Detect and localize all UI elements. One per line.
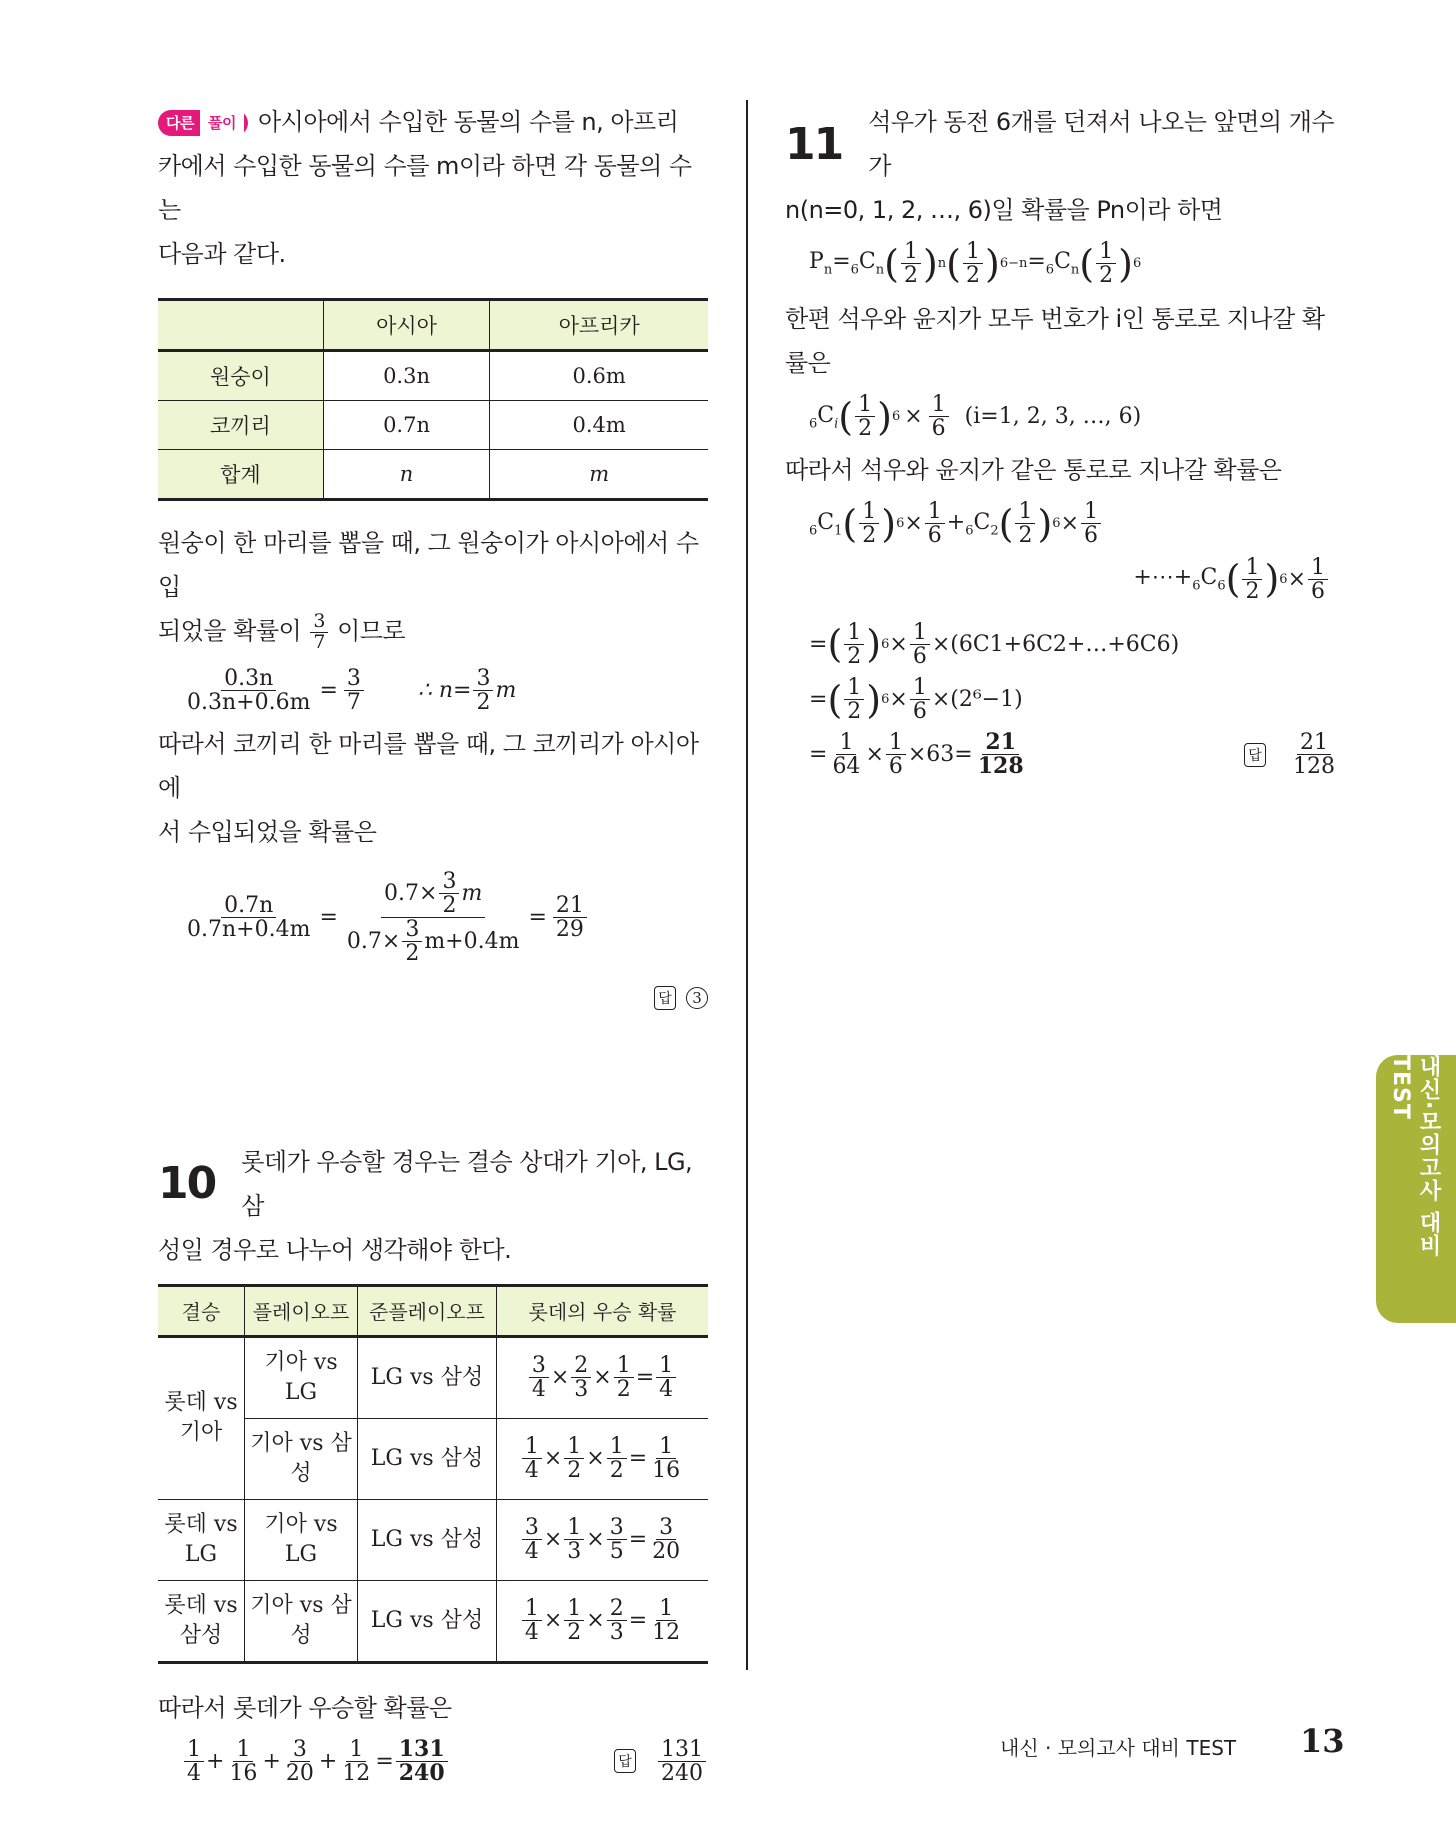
right-column [785,100,1340,786]
table1-header-empty [158,300,323,351]
intro-paragraph: 다른 풀이 아시아에서 수입한 동물의 수를 n, 아프리 카에서 수입한 동물의 수를 m이라 하면 각 동물의 수는 다음과 같다. [158,100,708,276]
cell-jpo: LG vs 삼성 [358,1336,497,1418]
q10-sum-equation: $\frac{1}{4}$ + $\frac{1}{16}$ + $\frac{3}{20}$ + $\frac{1}{12}$ = $\frac{131}{240}$ 답 $\frac{131}{240}$ [182,1738,708,1785]
cell-final: 롯데 vs LG [158,1499,245,1580]
pn-formula: $P_n=_6C_n$ ( $\frac{1}{2}$ ) n ( $\frac{1}{2}$ ) 6−n $=_6C_n$ ( $\frac{1}{2}$ ) 6 [809,239,1142,289]
answer-circled-number: 3 [686,987,708,1009]
table-row [158,401,708,450]
cell-po: 기아 vs 삼성 [245,1580,358,1662]
cell-final: 롯데 vs 삼성 [158,1580,245,1662]
table-row [158,351,708,401]
equation-1: $\frac{0.3n}{0.3n+0.6m}$ = $\frac{3}{7}$ ∴ n= $\frac{3}{2}$ m [187,666,517,716]
table-row [158,450,708,500]
step-3: = $\frac{1}{64}$ × $\frac{1}{6}$ ×63= $\frac{21}{128}$ 답 $\frac{21}{128}$ [809,731,1340,778]
answer-icon: 답 [614,1749,636,1773]
sum-formula-line2: $+\cdots+_6C_6$ ( $\frac{1}{2}$ ) 6 × $\frac{1}{6}$ [785,556,1330,603]
cell-prob: $\frac{1}{4}$ × $\frac{1}{2}$ × $\frac{1}{2}$ = $\frac{1}{16}$ [497,1418,709,1499]
q11-text: n(n=0, 1, 2, …, 6)일 확률을 Pn이라 하면 [785,196,1223,224]
cell-po: 기아 vs 삼성 [245,1418,358,1499]
cell-po: 기아 vs LG [245,1336,358,1418]
elephant-paragraph: 따라서 코끼리 한 마리를 뽑을 때, 그 코끼리가 아시아에 서 수입되었을 확률은 [158,730,699,847]
answer-11: 답 $\frac{21}{128}$ [1244,731,1340,778]
monkey-paragraph: 원숭이 한 마리를 뽑을 때, 그 원숭이가 아시아에서 수입 되었을 확률이 $\frac{3}{7}$ 이므로 [158,529,699,653]
cell: 0.4m [490,401,708,450]
alt-solution-badge: 다른 풀이 [158,110,248,136]
table-row [158,1499,708,1580]
table1-header-asia: 아시아 [323,300,490,351]
q10-conclusion: 따라서 롯데가 우승할 확률은 [158,1693,452,1722]
question-10-header: 10 롯데가 우승할 경우는 결승 상대가 기아, LG, 삼 [158,1147,693,1220]
animal-count-table [158,298,708,501]
table2-header: 롯데의 우승 확률 [497,1285,709,1336]
step-2: = ( $\frac{1}{2}$ ) 6 × $\frac{1}{6}$ × (2⁶−1) [809,674,1023,725]
table-row [158,1580,708,1662]
lotte-win-table [158,1284,708,1664]
answer-icon: 답 [1244,743,1266,767]
answer-10: 답 $\frac{131}{240}$ [614,1738,708,1785]
row-label: 코끼리 [158,401,323,450]
q10-text: 성일 경우로 나누어 생각해야 한다. [158,1235,512,1264]
cell: 0.6m [490,351,708,401]
table2-header: 플레이오프 [245,1285,358,1336]
route-paragraph: 한편 석우와 윤지가 모두 번호가 i인 통로로 지나갈 확 률은 [785,305,1325,378]
sum-formula-line1: $_6C_1$ ( $\frac{1}{2}$ ) 6 × $\frac{1}{6}$ $+_6C_2$ ( $\frac{1}{2}$ ) 6 × $\frac{1}{6}$ [809,500,1340,547]
table2-header: 준플레이오프 [358,1285,497,1336]
table2-header: 결승 [158,1285,245,1336]
cell-prob: $\frac{3}{4}$ × $\frac{1}{3}$ × $\frac{3}{5}$ = $\frac{3}{20}$ [497,1499,709,1580]
cell-po: 기아 vs LG [245,1499,358,1580]
section-side-tab: 내신·모의고사 대비 TEST [1376,1055,1456,1323]
question-number: 10 [158,1158,216,1210]
answer-9 [158,986,708,1010]
question-number: 11 [785,118,843,170]
row-label: 합계 [158,450,323,500]
cell-final: 롯데 vs 기아 [158,1336,245,1499]
row-label: 원숭이 [158,351,323,401]
cell-jpo: LG vs 삼성 [358,1418,497,1499]
cell-prob: $\frac{1}{4}$ × $\frac{1}{2}$ × $\frac{2}{3}$ = $\frac{1}{12}$ [497,1580,709,1662]
cell-jpo: LG vs 삼성 [358,1499,497,1580]
question-11-header: 11 석우가 동전 6개를 던져서 나오는 앞면의 개수가 [785,108,1335,180]
step-1: = ( $\frac{1}{2}$ ) 6 × $\frac{1}{6}$ × (6C1+6C2+…+6C6) [809,619,1180,669]
route-formula: $_6C_i$ ( $\frac{1}{2}$ ) 6 × $\frac{1}{6}$ (i=1, 2, 3, …, 6) [809,392,1142,442]
cell: m [490,450,708,500]
cell: 0.7n [323,401,490,450]
table-row [158,1336,708,1418]
cell-jpo: LG vs 삼성 [358,1580,497,1662]
cell-prob: $\frac{3}{4}$ × $\frac{2}{3}$ × $\frac{1}{2}$ = $\frac{1}{4}$ [497,1336,709,1418]
equation-2: $\frac{0.7n}{0.7n+0.4m}$ = 0.7× $\frac{3}{2}$ m 0.7× $\frac{3}{2}$ m+0.4m = $\frac{21}{29}$ [182,870,708,965]
footer-section-title: 내신 · 모의고사 대비 TEST [1000,1736,1237,1760]
same-route-text: 따라서 석우와 윤지가 같은 통로로 지나갈 확률은 [785,456,1282,485]
left-column [158,100,708,1793]
answer-icon: 답 [654,986,676,1010]
cell: n [323,450,490,500]
table1-header-africa: 아프리카 [490,300,708,351]
page-number: 13 [1300,1722,1345,1760]
column-divider [746,100,748,1670]
cell: 0.3n [323,351,490,401]
fraction: $\frac{3}{7}$ [310,612,328,653]
